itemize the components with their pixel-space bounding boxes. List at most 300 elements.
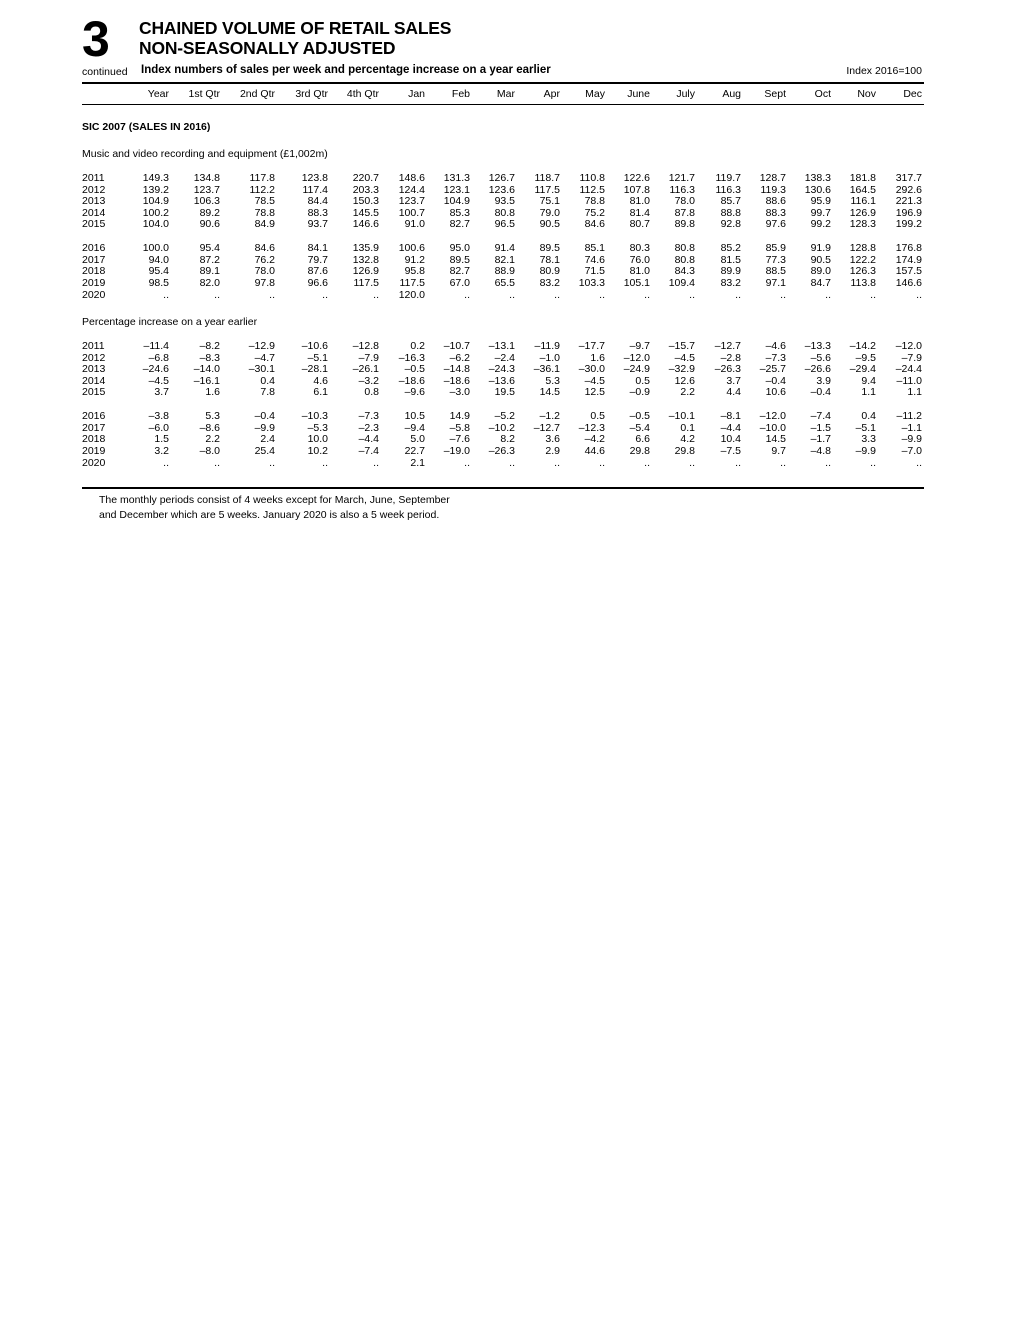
page-title-line1: CHAINED VOLUME OF RETAIL SALES [139, 18, 452, 38]
table-cell: –9.6 [404, 386, 425, 399]
table-cell: 2.9 [545, 445, 560, 457]
table-cell: .. [825, 288, 831, 301]
column-header: June [627, 88, 650, 100]
table-cell: 146.6 [895, 277, 922, 289]
table-cell: 2.4 [260, 433, 275, 446]
table-cell: 100.6 [398, 242, 425, 255]
table-cell: 10.6 [765, 386, 786, 399]
table-cell: –18.6 [398, 374, 425, 387]
table-cell: –26.6 [804, 363, 831, 376]
table-cell: –25.7 [759, 363, 786, 376]
table-cell: –4.5 [584, 374, 605, 387]
table-cell: 85.9 [765, 242, 786, 255]
table-cell: 91.2 [404, 253, 425, 266]
table-cell: 99.7 [810, 206, 831, 219]
table-cell: 97.6 [765, 218, 786, 231]
table-cell: .. [163, 288, 169, 301]
table-cell: –1.5 [810, 421, 831, 434]
table-cell: 78.1 [539, 253, 560, 266]
table-cell: 5.3 [545, 374, 560, 387]
row-year: 2015 [82, 218, 106, 231]
table-cell: 123.6 [488, 183, 515, 196]
table-cell: .. [689, 456, 695, 469]
table-cell: 0.8 [364, 386, 379, 399]
table-cell: –12.7 [533, 421, 560, 434]
table-cell: 22.7 [404, 445, 425, 457]
table-cell: 3.9 [816, 374, 831, 387]
table-cell: –8.3 [199, 351, 220, 364]
table-cell: –12.3 [578, 421, 605, 434]
table-cell: 82.1 [494, 253, 515, 266]
table-cell: –6.0 [148, 421, 169, 434]
table-cell: –0.4 [765, 374, 786, 387]
row-year: 2016 [82, 410, 106, 423]
row-year: 2013 [82, 195, 106, 208]
row-year: 2019 [82, 277, 106, 289]
row-year: 2011 [82, 340, 105, 352]
table-cell: 90.5 [539, 218, 560, 231]
table-cell: –13.3 [804, 340, 831, 352]
table-cell: 89.1 [199, 265, 220, 278]
table-cell: 117.5 [353, 277, 379, 289]
table-cell: –3.8 [148, 410, 169, 423]
table-cell: 94.0 [148, 253, 169, 266]
table-cell: 10.0 [307, 433, 328, 446]
table-cell: 0.5 [635, 374, 650, 387]
table-cell: –1.2 [539, 410, 560, 423]
table-cell: 176.8 [895, 242, 922, 255]
table-cell: .. [554, 456, 560, 469]
table-cell: –1.7 [810, 433, 831, 446]
table-cell: .. [780, 456, 786, 469]
table-cell: –26.3 [714, 363, 741, 376]
table-cell: –7.6 [449, 433, 470, 446]
table-cell: 89.8 [674, 218, 695, 231]
table-cell: 12.6 [674, 374, 695, 387]
table-cell: –4.8 [810, 445, 831, 457]
table-cell: –0.5 [404, 363, 425, 376]
table-cell: .. [464, 456, 470, 469]
table-cell: 100.2 [142, 206, 169, 219]
table-cell: 88.3 [765, 206, 786, 219]
table-cell: 292.6 [895, 183, 922, 196]
table-cell: 9.4 [861, 374, 876, 387]
pct-series-label: Percentage increase on a year earlier [82, 316, 258, 328]
column-header: Apr [543, 88, 560, 100]
table-cell: 88.8 [720, 206, 741, 219]
table-cell: 104.9 [142, 195, 169, 208]
table-cell: –16.1 [193, 374, 220, 387]
table-cell: 78.0 [674, 195, 695, 208]
column-header: May [585, 88, 605, 100]
row-year: 2018 [82, 265, 106, 278]
table-cell: –5.2 [494, 410, 515, 423]
row-year: 2014 [82, 374, 106, 387]
row-year: 2011 [82, 172, 105, 184]
table-cell: –26.1 [352, 363, 379, 376]
row-year: 2017 [82, 421, 106, 434]
table-cell: 90.6 [199, 218, 220, 231]
table-cell: 95.9 [810, 195, 831, 208]
table-cell: .. [599, 456, 605, 469]
footnote-line2: and December which are 5 weeks. January 2020 is also a 5 week period. [99, 508, 440, 521]
row-year: 2012 [82, 183, 106, 196]
table-cell: –4.5 [148, 374, 169, 387]
table-cell: –8.2 [199, 340, 220, 352]
table-cell: 14.5 [539, 386, 560, 399]
table-cell: 132.8 [352, 253, 379, 266]
table-cell: 84.6 [254, 242, 275, 255]
table-cell: –2.4 [494, 351, 515, 364]
table-cell: 78.5 [254, 195, 275, 208]
table-cell: –10.6 [301, 340, 328, 352]
table-cell: 87.2 [199, 253, 220, 266]
table-cell: 80.7 [629, 218, 650, 231]
table-cell: –4.4 [720, 421, 741, 434]
table-cell: –7.4 [810, 410, 831, 423]
table-cell: 19.5 [494, 386, 515, 399]
table-cell: 89.5 [539, 242, 560, 255]
table-cell: 88.5 [765, 265, 786, 278]
table-cell: –7.4 [358, 445, 379, 457]
table-cell: 29.8 [629, 445, 650, 457]
table-cell: 8.2 [500, 433, 515, 446]
table-cell: 3.6 [545, 433, 560, 446]
table-cell: 1.1 [907, 386, 922, 399]
row-year: 2020 [82, 288, 106, 301]
table-cell: 88.3 [307, 206, 328, 219]
table-cell: 82.7 [449, 218, 470, 231]
table-cell: 87.6 [307, 265, 328, 278]
table-cell: –3.2 [358, 374, 379, 387]
table-cell: 0.4 [861, 410, 876, 423]
column-header: Mar [496, 88, 515, 100]
table-cell: –16.3 [398, 351, 425, 364]
table-cell: 149.3 [142, 172, 169, 184]
table-cell: 128.8 [849, 242, 876, 255]
table-cell: 81.0 [629, 195, 650, 208]
table-cell: 126.9 [849, 206, 876, 219]
table-cell: 71.5 [584, 265, 605, 278]
table-cell: .. [870, 456, 876, 469]
table-cell: 89.0 [810, 265, 831, 278]
table-cell: 84.6 [584, 218, 605, 231]
table-cell: 1.1 [861, 386, 876, 399]
table-cell: 128.7 [759, 172, 786, 184]
table-cell: 105.1 [623, 277, 650, 289]
table-cell: 91.9 [810, 242, 831, 255]
table-cell: –11.2 [896, 410, 922, 423]
table-cell: 90.5 [810, 253, 831, 266]
table-cell: –7.3 [358, 410, 379, 423]
table-cell: 157.5 [895, 265, 922, 278]
table-cell: 117.4 [302, 183, 328, 196]
table-cell: 81.4 [629, 206, 650, 219]
column-header: Aug [722, 88, 741, 100]
table-cell: –8.1 [720, 410, 741, 423]
table-cell: 29.8 [674, 445, 695, 457]
table-cell: 98.5 [148, 277, 169, 289]
table-cell: .. [689, 288, 695, 301]
row-year: 2019 [82, 445, 106, 457]
table-cell: –12.0 [623, 351, 650, 364]
table-cell: –4.4 [358, 433, 379, 446]
table-cell: 2.2 [680, 386, 695, 399]
table-cell: .. [916, 456, 922, 469]
table-cell: –9.9 [901, 433, 922, 446]
table-cell: .. [599, 288, 605, 301]
table-cell: .. [644, 288, 650, 301]
table-cell: 138.3 [804, 172, 831, 184]
table-cell: .. [322, 288, 328, 301]
table-cell: 117.5 [534, 183, 560, 196]
table-cell: 99.2 [810, 218, 831, 231]
table-cell: 78.8 [584, 195, 605, 208]
table-cell: 118.7 [534, 172, 560, 184]
table-cell: –0.4 [254, 410, 275, 423]
row-year: 2020 [82, 456, 106, 469]
table-cell: 123.7 [398, 195, 425, 208]
table-cell: 4.2 [680, 433, 695, 446]
table-cell: –7.9 [358, 351, 379, 364]
table-cell: 78.0 [254, 265, 275, 278]
table-cell: –6.8 [148, 351, 169, 364]
table-cell: –5.8 [449, 421, 470, 434]
table-cell: 76.2 [254, 253, 275, 266]
footnote [99, 493, 450, 522]
table-cell: 148.6 [398, 172, 425, 184]
table-cell: –1.1 [901, 421, 922, 434]
table-cell: 91.4 [494, 242, 515, 255]
table-cell: 122.2 [849, 253, 876, 266]
table-cell: –12.8 [352, 340, 379, 352]
table-cell: –6.2 [449, 351, 470, 364]
table-cell: –4.5 [674, 351, 695, 364]
table-cell: .. [735, 456, 741, 469]
table-cell: .. [644, 456, 650, 469]
table-cell: 91.0 [404, 218, 425, 231]
table-number: 3 [82, 11, 109, 67]
table-cell: –5.3 [307, 421, 328, 434]
table-cell: –26.3 [488, 445, 515, 457]
table-cell: 93.7 [307, 218, 328, 231]
table-cell: 181.8 [849, 172, 876, 184]
table-cell: 80.3 [629, 242, 650, 255]
table-cell: 75.2 [584, 206, 605, 219]
table-cell: –7.9 [901, 351, 922, 364]
table-cell: 122.6 [623, 172, 650, 184]
header-top-rule [82, 82, 924, 84]
table-cell: 79.7 [307, 253, 328, 266]
table-cell: 84.7 [810, 277, 831, 289]
footnote-line1: The monthly periods consist of 4 weeks except for March, June, September [99, 494, 450, 506]
table-cell: 78.8 [254, 206, 275, 219]
table-cell: 67.0 [449, 277, 470, 289]
table-cell: –2.3 [358, 421, 379, 434]
table-cell: 134.8 [193, 172, 220, 184]
row-year: 2018 [82, 433, 106, 446]
table-cell: .. [269, 288, 275, 301]
table-cell: 139.2 [142, 183, 169, 196]
table-cell: .. [825, 456, 831, 469]
table-cell: .. [554, 288, 560, 301]
table-cell: –28.1 [301, 363, 328, 376]
table-cell: 0.5 [590, 410, 605, 423]
table-cell: –14.2 [849, 340, 876, 352]
table-cell: 95.0 [449, 242, 470, 255]
table-cell: 123.8 [301, 172, 328, 184]
table-cell: 2.2 [205, 433, 220, 446]
table-cell: .. [373, 456, 379, 469]
table-cell: 119.7 [715, 172, 741, 184]
table-cell: –9.9 [855, 445, 876, 457]
table-cell: 14.5 [765, 433, 786, 446]
table-cell: –17.7 [578, 340, 605, 352]
table-cell: 123.7 [193, 183, 220, 196]
table-cell: –8.0 [199, 445, 220, 457]
table-cell: –18.6 [443, 374, 470, 387]
table-cell: 9.7 [771, 445, 786, 457]
table-cell: –5.4 [629, 421, 650, 434]
table-cell: –13.6 [488, 374, 515, 387]
table-cell: 135.9 [352, 242, 379, 255]
table-cell: 116.3 [715, 183, 741, 196]
table-cell: 131.3 [443, 172, 470, 184]
table-cell: 121.7 [668, 172, 695, 184]
table-cell: –12.7 [714, 340, 741, 352]
column-header-row [82, 88, 924, 102]
table-cell: .. [214, 456, 220, 469]
table-cell: 84.4 [307, 195, 328, 208]
table-cell: 10.2 [307, 445, 328, 457]
table-cell: 220.7 [352, 172, 379, 184]
table-cell: –10.1 [668, 410, 695, 423]
table-cell: 116.3 [669, 183, 695, 196]
table-cell: 203.3 [352, 183, 379, 196]
table-cell: –4.7 [254, 351, 275, 364]
table-cell: .. [269, 456, 275, 469]
table-cell: 150.3 [352, 195, 379, 208]
table-cell: 14.9 [449, 410, 470, 423]
table-cell: 2.1 [410, 456, 425, 469]
index-series-label: Music and video recording and equipment (£1,002m) [82, 148, 328, 160]
table-cell: 95.8 [404, 265, 425, 278]
table-cell: 96.6 [307, 277, 328, 289]
table-cell: 117.5 [399, 277, 425, 289]
table-cell: 3.7 [726, 374, 741, 387]
table-cell: 126.9 [352, 265, 379, 278]
table-cell: 85.2 [720, 242, 741, 255]
row-year: 2014 [82, 206, 106, 219]
table-cell: –9.7 [629, 340, 650, 352]
table-cell: –4.6 [765, 340, 786, 352]
table-cell: .. [780, 288, 786, 301]
table-cell: –14.0 [193, 363, 220, 376]
table-cell: 80.8 [674, 253, 695, 266]
table-cell: 80.9 [539, 265, 560, 278]
table-cell: 123.1 [443, 183, 470, 196]
table-cell: .. [163, 456, 169, 469]
table-cell: 65.5 [494, 277, 515, 289]
column-header: Oct [814, 88, 831, 100]
table-cell: 81.0 [629, 265, 650, 278]
table-cell: –7.3 [765, 351, 786, 364]
table-cell: 85.1 [584, 242, 605, 255]
table-cell: 106.3 [193, 195, 220, 208]
table-cell: 100.0 [142, 242, 169, 255]
table-cell: –9.9 [254, 421, 275, 434]
page-title-line2: NON-SEASONALLY ADJUSTED [139, 38, 396, 58]
table-cell: .. [322, 456, 328, 469]
table-cell: –32.9 [668, 363, 695, 376]
row-year: 2012 [82, 351, 106, 364]
table-cell: –13.1 [488, 340, 515, 352]
table-cell: 88.9 [494, 265, 515, 278]
continued-label: continued [82, 66, 128, 78]
table-cell: 128.3 [849, 218, 876, 231]
table-cell: 92.8 [720, 218, 741, 231]
table-cell: 126.7 [488, 172, 515, 184]
table-cell: 113.8 [850, 277, 876, 289]
table-cell: –30.0 [578, 363, 605, 376]
table-cell: 84.9 [254, 218, 275, 231]
table-cell: 97.8 [254, 277, 275, 289]
table-cell: –11.4 [143, 340, 169, 352]
table-cell: .. [509, 456, 515, 469]
table-cell: 85.7 [720, 195, 741, 208]
column-header: 1st Qtr [188, 88, 220, 100]
table-cell: .. [870, 288, 876, 301]
table-cell: 1.6 [205, 386, 220, 399]
table-cell: 6.6 [635, 433, 650, 446]
table-cell: 4.6 [313, 374, 328, 387]
table-cell: 93.5 [494, 195, 515, 208]
table-cell: –9.4 [404, 421, 425, 434]
table-cell: 3.3 [861, 433, 876, 446]
table-cell: 0.1 [680, 421, 695, 434]
table-cell: 80.8 [494, 206, 515, 219]
footer-rule [82, 487, 924, 489]
table-cell: 146.6 [352, 218, 379, 231]
table-cell: –4.2 [584, 433, 605, 446]
table-cell: 96.5 [494, 218, 515, 231]
table-subtitle: Index numbers of sales per week and percentage increase on a year earlier [141, 64, 551, 76]
table-cell: 81.5 [720, 253, 741, 266]
table-cell: –3.0 [449, 386, 470, 399]
table-cell: 112.5 [579, 183, 605, 196]
table-cell: –15.7 [668, 340, 695, 352]
column-header: 2nd Qtr [239, 88, 275, 100]
table-cell: –0.5 [629, 410, 650, 423]
table-cell: –11.0 [896, 374, 922, 387]
table-cell: 109.4 [668, 277, 695, 289]
table-cell: –29.4 [849, 363, 876, 376]
table-cell: 3.2 [154, 445, 169, 457]
table-cell: 10.5 [404, 410, 425, 423]
index-base-note: Index 2016=100 [846, 65, 922, 77]
table-cell: –24.9 [623, 363, 650, 376]
table-cell: 7.8 [260, 386, 275, 399]
table-cell: 317.7 [895, 172, 922, 184]
table-cell: –5.1 [307, 351, 328, 364]
table-cell: 120.0 [398, 288, 425, 301]
column-header: Year [147, 88, 169, 100]
table-cell: 10.4 [720, 433, 741, 446]
row-year: 2013 [82, 363, 106, 376]
table-cell: –30.1 [248, 363, 275, 376]
table-cell: –11.9 [534, 340, 560, 352]
table-cell: 145.5 [352, 206, 379, 219]
